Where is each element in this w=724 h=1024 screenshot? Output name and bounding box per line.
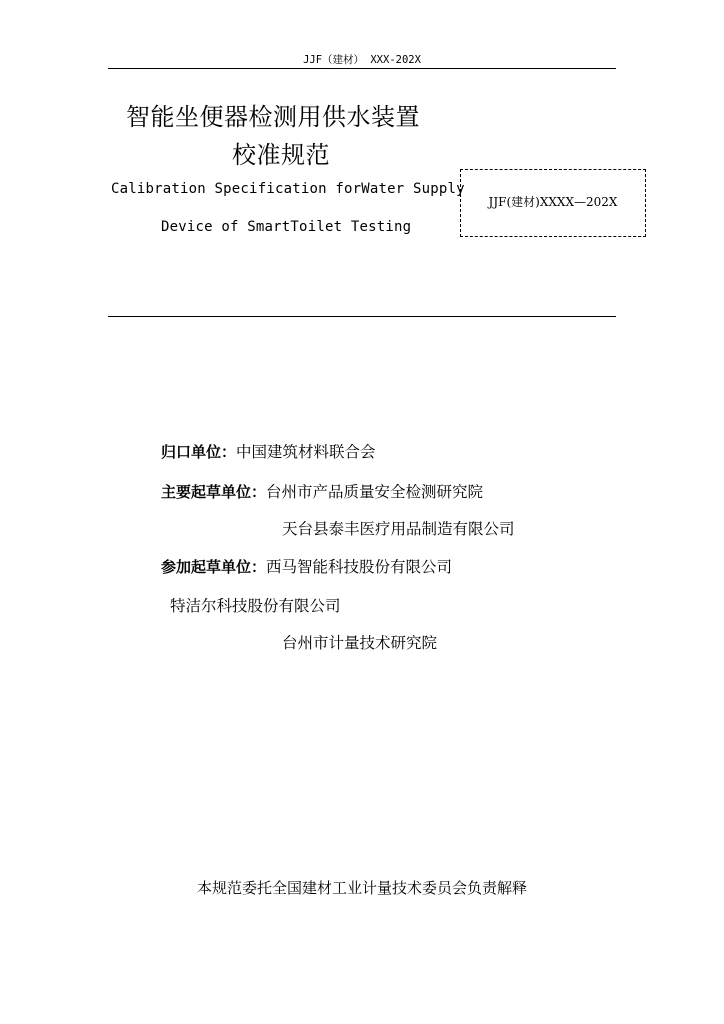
title-separator-rule: [108, 316, 616, 317]
participating-unit-value: 台州市计量技术研究院: [282, 634, 438, 652]
main-drafting-unit-value: 天台县泰丰医疗用品制造有限公司: [282, 520, 515, 538]
interpretation-note: 本规范委托全国建材工业计量技术委员会负责解释: [196, 879, 527, 897]
main-drafting-unit-label: 主要起草单位：: [161, 483, 267, 501]
english-title-line-2: Device of SmartToilet Testing: [161, 219, 412, 235]
participating-unit-value: 西马智能科技股份有限公司: [266, 558, 453, 576]
participating-unit-label: 参加起草单位：: [161, 558, 267, 576]
main-drafting-unit-value: 台州市产品质量安全检测研究院: [266, 483, 484, 501]
standard-code-box: [460, 169, 646, 237]
responsible-unit-label: 归口单位：: [161, 443, 237, 461]
running-header: JJF（建材） XXX-202X: [303, 54, 421, 66]
chinese-title-line-2: 校准规范: [232, 141, 330, 169]
participating-unit-value: 特洁尔科技股份有限公司: [170, 597, 341, 615]
header-rule: [108, 68, 616, 69]
main-drafting-unit-line: [161, 480, 483, 502]
responsible-unit-line: [161, 440, 376, 462]
standard-code: JJF(建材)XXXX—202X: [488, 194, 618, 209]
participating-unit-line: [161, 555, 452, 577]
responsible-unit-value: 中国建筑材料联合会: [236, 443, 376, 461]
english-title-line-1: Calibration Specification forWater Supply: [111, 181, 465, 197]
chinese-title-line-1: 智能坐便器检测用供水装置: [126, 103, 420, 131]
